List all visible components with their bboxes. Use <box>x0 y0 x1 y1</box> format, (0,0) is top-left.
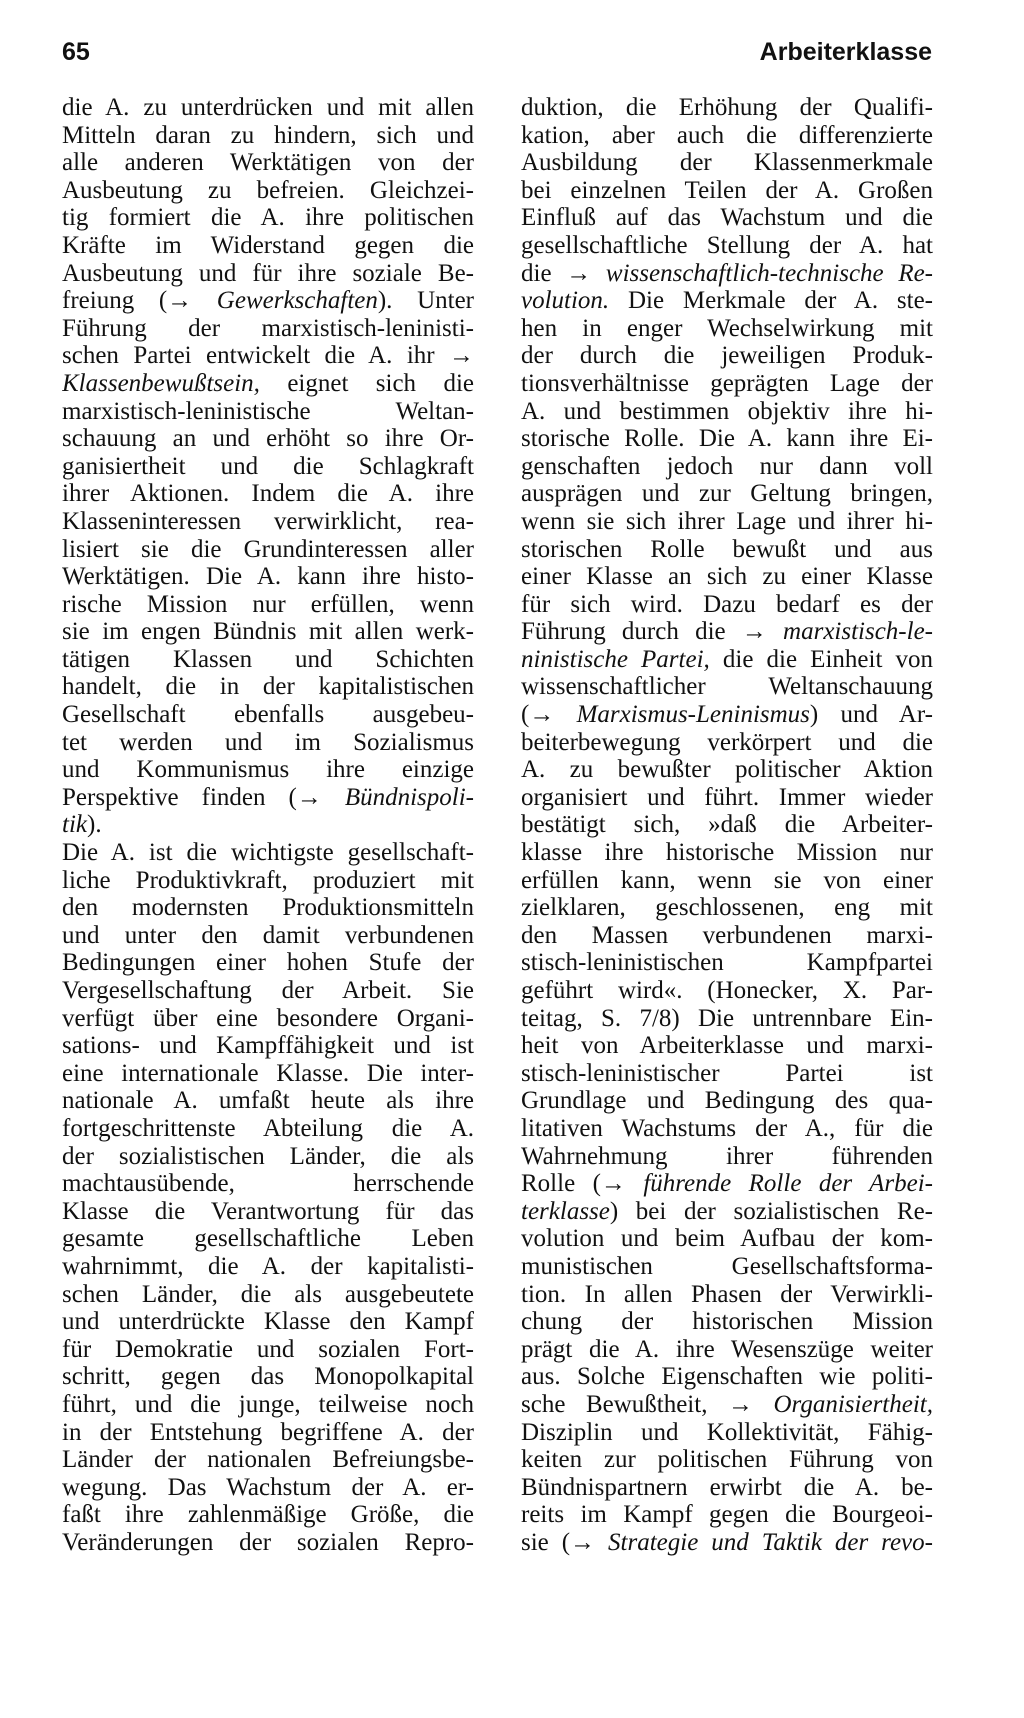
text-segment: stisch-leninistischer Partei ist <box>521 1059 933 1087</box>
text-segment: die → <box>521 259 606 287</box>
text-line <box>62 563 474 591</box>
text-segment: führt, und die junge, teilweise noch <box>62 1390 474 1418</box>
text-line <box>521 1336 933 1364</box>
text-line <box>62 1336 474 1364</box>
text-line <box>62 149 474 177</box>
running-head: Arbeiterklasse <box>759 38 932 66</box>
text-line <box>521 839 933 867</box>
text-segment: schritt, gegen das Monopolkapital <box>62 1363 474 1391</box>
text-segment: zielklaren, geschlossenen, eng mit <box>521 894 933 922</box>
text-line <box>62 1087 474 1115</box>
cross-reference: führende Rolle der Arbei- <box>643 1170 933 1198</box>
text-segment: der durch die jeweiligen Produk- <box>521 342 933 370</box>
text-line <box>62 232 474 260</box>
text-segment: beiterbewegung verkörpert und die <box>521 728 933 756</box>
text-segment: gesellschaftliche Stellung der A. hat <box>521 231 933 259</box>
text-line <box>62 1363 474 1391</box>
text-line <box>62 1060 474 1088</box>
text-segment: Die A. ist die wichtigste gesellschaft- <box>62 839 474 867</box>
text-segment: teitag, S. 7/8) Die untrennbare Ein- <box>521 1004 933 1032</box>
text-line <box>62 1529 474 1557</box>
text-segment: lisiert sie die Grundinteressen aller <box>62 535 474 563</box>
text-line <box>62 1005 474 1033</box>
text-line <box>521 342 933 370</box>
text-line <box>62 1253 474 1281</box>
text-segment: der sozialistischen Länder, die als <box>62 1142 474 1170</box>
text-line <box>521 1529 933 1557</box>
text-line <box>521 563 933 591</box>
page-number: 65 <box>62 38 90 66</box>
text-segment: Perspektive finden (→ <box>62 783 345 811</box>
text-segment: keiten zur politischen Führung von <box>521 1446 933 1474</box>
text-segment: munistischen Gesellschaftsforma- <box>521 1252 933 1280</box>
text-segment: litativen Wachstums der A., für die <box>521 1114 933 1142</box>
text-line <box>521 204 933 232</box>
cross-reference: Organisiertheit, <box>773 1390 933 1418</box>
text-line <box>62 1143 474 1171</box>
text-line <box>521 673 933 701</box>
text-segment: für Demokratie und sozialen Fort- <box>62 1335 474 1363</box>
text-segment: sie (→ <box>521 1528 609 1556</box>
text-segment: ausprägen und zur Geltung bringen, <box>521 480 933 508</box>
text-line <box>521 370 933 398</box>
text-line <box>521 1115 933 1143</box>
text-line <box>521 729 933 757</box>
cross-reference: terklasse <box>521 1197 610 1225</box>
text-segment: Länder der nationalen Befreiungsbe- <box>62 1446 474 1474</box>
text-line <box>521 1032 933 1060</box>
text-segment: den modernsten Produktionsmitteln <box>62 894 474 922</box>
text-segment: Klasse die Verantwortung für das <box>62 1197 474 1225</box>
text-segment: schauung an und erhöht so ihre Or- <box>62 425 474 453</box>
text-line <box>62 1391 474 1419</box>
text-line <box>521 425 933 453</box>
text-segment: Ausbildung der Klassenmerkmale <box>521 149 933 177</box>
text-segment: A. zu bewußter politischer Aktion <box>521 756 933 784</box>
text-line <box>62 673 474 701</box>
text-line <box>521 398 933 426</box>
text-line <box>521 922 933 950</box>
text-segment: Führung durch die → <box>521 618 784 646</box>
text-line <box>521 867 933 895</box>
text-line <box>521 1391 933 1419</box>
text-segment: Vergesellschaftung der Arbeit. Sie <box>62 977 474 1004</box>
text-segment: wegung. Das Wachstum der A. er- <box>62 1473 474 1501</box>
text-segment: machtausübende, herrschende <box>62 1170 474 1198</box>
text-segment: Werktätigen. Die A. kann ihre histo- <box>62 563 474 591</box>
text-line <box>62 287 474 315</box>
text-segment: Ausbeutung zu befreien. Gleichzei- <box>62 176 474 204</box>
text-line <box>62 591 474 619</box>
text-line <box>521 508 933 536</box>
text-segment: Mitteln daran zu hindern, sich und <box>62 121 474 149</box>
text-line <box>521 1281 933 1309</box>
text-line <box>521 1419 933 1447</box>
text-segment: faßt ihre zahlenmäßige Größe, die <box>62 1501 474 1529</box>
text-segment: tig formiert die A. ihre politischen <box>62 204 474 232</box>
text-segment: tet werden und im Sozialismus <box>62 728 474 756</box>
text-line <box>521 618 933 646</box>
text-segment: organisiert und führt. Immer wieder <box>521 783 933 811</box>
text-line <box>521 894 933 922</box>
text-line <box>62 839 474 867</box>
text-segment: Einfluß auf das Wachstum und die <box>521 204 933 232</box>
cross-reference: wissenschaftlich-technische Re- <box>605 259 933 287</box>
text-segment: Gesellschaft ebenfalls ausgebeu- <box>62 701 474 729</box>
text-segment: nationale A. umfaßt heute als ihre <box>62 1087 474 1115</box>
text-line <box>62 1446 474 1474</box>
text-segment: handelt, die in der kapitalistischen <box>62 673 474 701</box>
text-line <box>62 949 474 977</box>
text-line <box>521 701 933 729</box>
text-line <box>62 1115 474 1143</box>
text-segment: reits im Kampf gegen die Bourgeoi- <box>521 1501 933 1529</box>
text-segment: tätigen Klassen und Schichten <box>62 645 474 673</box>
text-line <box>62 1501 474 1529</box>
text-segment: storische Rolle. Die A. kann ihre Ei- <box>521 425 933 453</box>
text-segment: Ausbeutung und für ihre soziale Be- <box>62 259 474 287</box>
text-line <box>62 177 474 205</box>
cross-reference: tik <box>62 811 87 839</box>
text-segment: duktion, die Erhöhung der Qualifi- <box>521 94 933 121</box>
text-segment: bestätigt sich, »daß die Arbeiter- <box>521 811 933 839</box>
text-segment: freiung (→ <box>62 287 217 315</box>
text-line <box>62 536 474 564</box>
text-segment: schen Länder, die als ausgebeutete <box>62 1280 474 1308</box>
text-segment: ). <box>87 811 102 839</box>
text-line <box>62 1419 474 1447</box>
text-segment: wenn sie sich ihrer Lage und ihrer hi- <box>521 507 933 535</box>
text-line <box>521 646 933 674</box>
text-segment: und unter den damit verbundenen <box>62 921 474 949</box>
text-line <box>62 1474 474 1502</box>
text-line <box>62 894 474 922</box>
text-line <box>62 977 474 1005</box>
text-segment: tion. In allen Phasen der Verwirkli- <box>521 1280 933 1308</box>
text-segment: Bedingungen einer hohen Stufe der <box>62 949 474 977</box>
text-segment: tionsverhältnisse geprägten Lage der <box>521 369 933 397</box>
text-segment: ihrer Aktionen. Indem die A. ihre <box>62 480 474 508</box>
text-line <box>62 811 474 839</box>
text-segment: Disziplin und Kollektivität, Fähig- <box>521 1418 933 1446</box>
cross-reference: Strategie und Taktik der revo- <box>608 1528 933 1556</box>
text-line <box>521 1363 933 1391</box>
cross-reference: ninistische Partei, <box>521 645 710 673</box>
text-segment: ). Unter <box>377 287 474 315</box>
text-segment: Bündnispartnern erwirbt die A. be- <box>521 1473 933 1501</box>
cross-reference: marxistisch-le- <box>783 618 933 646</box>
text-segment: storischen Rolle bewußt und aus <box>521 535 933 563</box>
text-line <box>62 315 474 343</box>
text-segment: die die Einheit von <box>709 645 933 673</box>
text-segment: aus. Solche Eigenschaften wie politi- <box>521 1363 933 1391</box>
cross-reference: Bündnispoli- <box>344 783 474 811</box>
text-line <box>521 949 933 977</box>
text-line <box>521 1253 933 1281</box>
text-line <box>62 122 474 150</box>
text-line <box>521 453 933 481</box>
text-segment: den Massen verbundenen marxi- <box>521 921 933 949</box>
text-line <box>521 1170 933 1198</box>
text-segment: hen in enger Wechselwirkung mit <box>521 314 933 342</box>
text-line <box>62 342 474 370</box>
text-line <box>521 94 933 122</box>
text-segment: (→ <box>521 701 577 729</box>
text-line <box>521 1060 933 1088</box>
text-line <box>521 287 933 315</box>
text-line <box>521 1198 933 1226</box>
text-segment: Die Merkmale der A. ste- <box>609 287 933 315</box>
text-line <box>62 508 474 536</box>
text-line <box>62 425 474 453</box>
text-line <box>521 260 933 288</box>
text-line <box>521 149 933 177</box>
text-line <box>62 260 474 288</box>
text-line <box>62 701 474 729</box>
text-line <box>62 480 474 508</box>
text-segment: prägt die A. ihre Wesenszüge weiter <box>521 1335 933 1363</box>
text-segment: schen Partei entwickelt die A. ihr → <box>62 342 474 370</box>
text-segment: eine internationale Klasse. Die inter- <box>62 1059 474 1087</box>
text-segment: Kräfte im Widerstand gegen die <box>62 231 474 259</box>
text-segment: liche Produktivkraft, produziert mit <box>62 866 474 894</box>
cross-reference: Marxismus-Leninismus <box>576 701 810 729</box>
text-line <box>62 1198 474 1226</box>
text-line <box>62 1170 474 1198</box>
text-line <box>521 1308 933 1336</box>
text-segment: erfüllen kann, wenn sie von einer <box>521 866 933 894</box>
text-segment: geführt wird«. (Honecker, X. Par- <box>521 977 933 1004</box>
text-line <box>62 1032 474 1060</box>
text-line <box>62 204 474 232</box>
text-line <box>62 1281 474 1309</box>
text-segment: sie im engen Bündnis mit allen werk- <box>62 618 474 646</box>
text-line <box>521 1501 933 1529</box>
text-segment: wissenschaftlicher Weltanschauung <box>521 673 933 701</box>
text-line <box>521 784 933 812</box>
text-line <box>62 370 474 398</box>
cross-reference: volution. <box>521 287 610 315</box>
text-line <box>62 618 474 646</box>
text-line <box>521 536 933 564</box>
text-line <box>62 784 474 812</box>
text-line <box>521 1087 933 1115</box>
text-segment: bei einzelnen Teilen der A. Großen <box>521 176 933 204</box>
text-segment: und unterdrückte Klasse den Kampf <box>62 1308 474 1336</box>
text-segment: kation, aber auch die differenzierte <box>521 121 933 149</box>
text-line <box>521 315 933 343</box>
text-line <box>521 177 933 205</box>
text-segment: gesamte gesellschaftliche Leben <box>62 1225 474 1253</box>
text-segment: Klasseninteressen verwirklicht, rea- <box>62 507 474 535</box>
left-column <box>62 94 474 1556</box>
text-line <box>521 232 933 260</box>
text-segment: einer Klasse an sich zu einer Klasse <box>521 563 933 591</box>
text-segment: Wahrnehmung ihrer führenden <box>521 1142 933 1170</box>
text-segment: sations- und Kampffähigkeit und ist <box>62 1032 474 1060</box>
text-line <box>521 756 933 784</box>
text-line <box>521 591 933 619</box>
text-segment: alle anderen Werktätigen von der <box>62 149 474 177</box>
cross-reference: Gewerkschaften <box>216 287 378 315</box>
text-segment: ganisiertheit und die Schlagkraft <box>62 452 474 480</box>
text-line <box>521 1474 933 1502</box>
page-header <box>62 38 932 78</box>
text-segment: heit von Arbeiterklasse und marxi- <box>521 1032 933 1060</box>
text-segment: A. und bestimmen objektiv ihre hi- <box>521 397 933 425</box>
text-segment: eignet sich die <box>259 369 474 397</box>
text-segment: rische Mission nur erfüllen, wenn <box>62 590 474 618</box>
text-line <box>521 1446 933 1474</box>
text-segment: verfügt über eine besondere Organi- <box>62 1004 474 1032</box>
text-line <box>62 453 474 481</box>
text-line <box>62 398 474 426</box>
text-segment: sche Bewußtheit, → <box>521 1390 774 1418</box>
text-line <box>521 122 933 150</box>
text-segment: klasse ihre historische Mission nur <box>521 839 933 867</box>
text-segment: fortgeschrittenste Abteilung die A. <box>62 1114 474 1142</box>
right-column <box>521 94 933 1556</box>
text-line <box>62 1225 474 1253</box>
text-line <box>521 811 933 839</box>
text-line <box>62 867 474 895</box>
text-line <box>521 480 933 508</box>
text-line <box>521 1225 933 1253</box>
text-line <box>62 1308 474 1336</box>
text-segment: ) und Ar- <box>809 701 933 729</box>
text-line <box>62 729 474 757</box>
text-segment: marxistisch-leninistische Weltan- <box>62 397 474 425</box>
text-line <box>521 977 933 1005</box>
cross-reference: Klassenbewußtsein, <box>62 369 260 397</box>
text-segment: chung der historischen Mission <box>521 1308 933 1336</box>
text-segment: genschaften jedoch nur dann voll <box>521 452 933 480</box>
text-segment: für sich wird. Dazu bedarf es der <box>521 590 933 618</box>
text-segment: und Kommunismus ihre einzige <box>62 756 474 784</box>
text-line <box>62 646 474 674</box>
text-segment: Führung der marxistisch-leninisti- <box>62 314 474 342</box>
text-segment: in der Entstehung begriffene A. der <box>62 1418 474 1446</box>
text-segment: ) bei der sozialistischen Re- <box>609 1197 933 1225</box>
text-segment: stisch-leninistischen Kampfpartei <box>521 949 933 977</box>
text-line <box>521 1143 933 1171</box>
text-segment: Grundlage und Bedingung des qua- <box>521 1087 933 1115</box>
text-line <box>62 922 474 950</box>
text-line <box>521 1005 933 1033</box>
text-segment: Rolle (→ <box>521 1170 644 1198</box>
text-line <box>62 94 474 122</box>
text-segment: wahrnimmt, die A. der kapitalisti- <box>62 1252 474 1280</box>
text-segment: die A. zu unterdrücken und mit allen <box>62 94 474 121</box>
text-segment: volution und beim Aufbau der kom- <box>521 1225 933 1253</box>
text-line <box>62 756 474 784</box>
text-segment: Veränderungen der sozialen Repro- <box>62 1528 474 1556</box>
